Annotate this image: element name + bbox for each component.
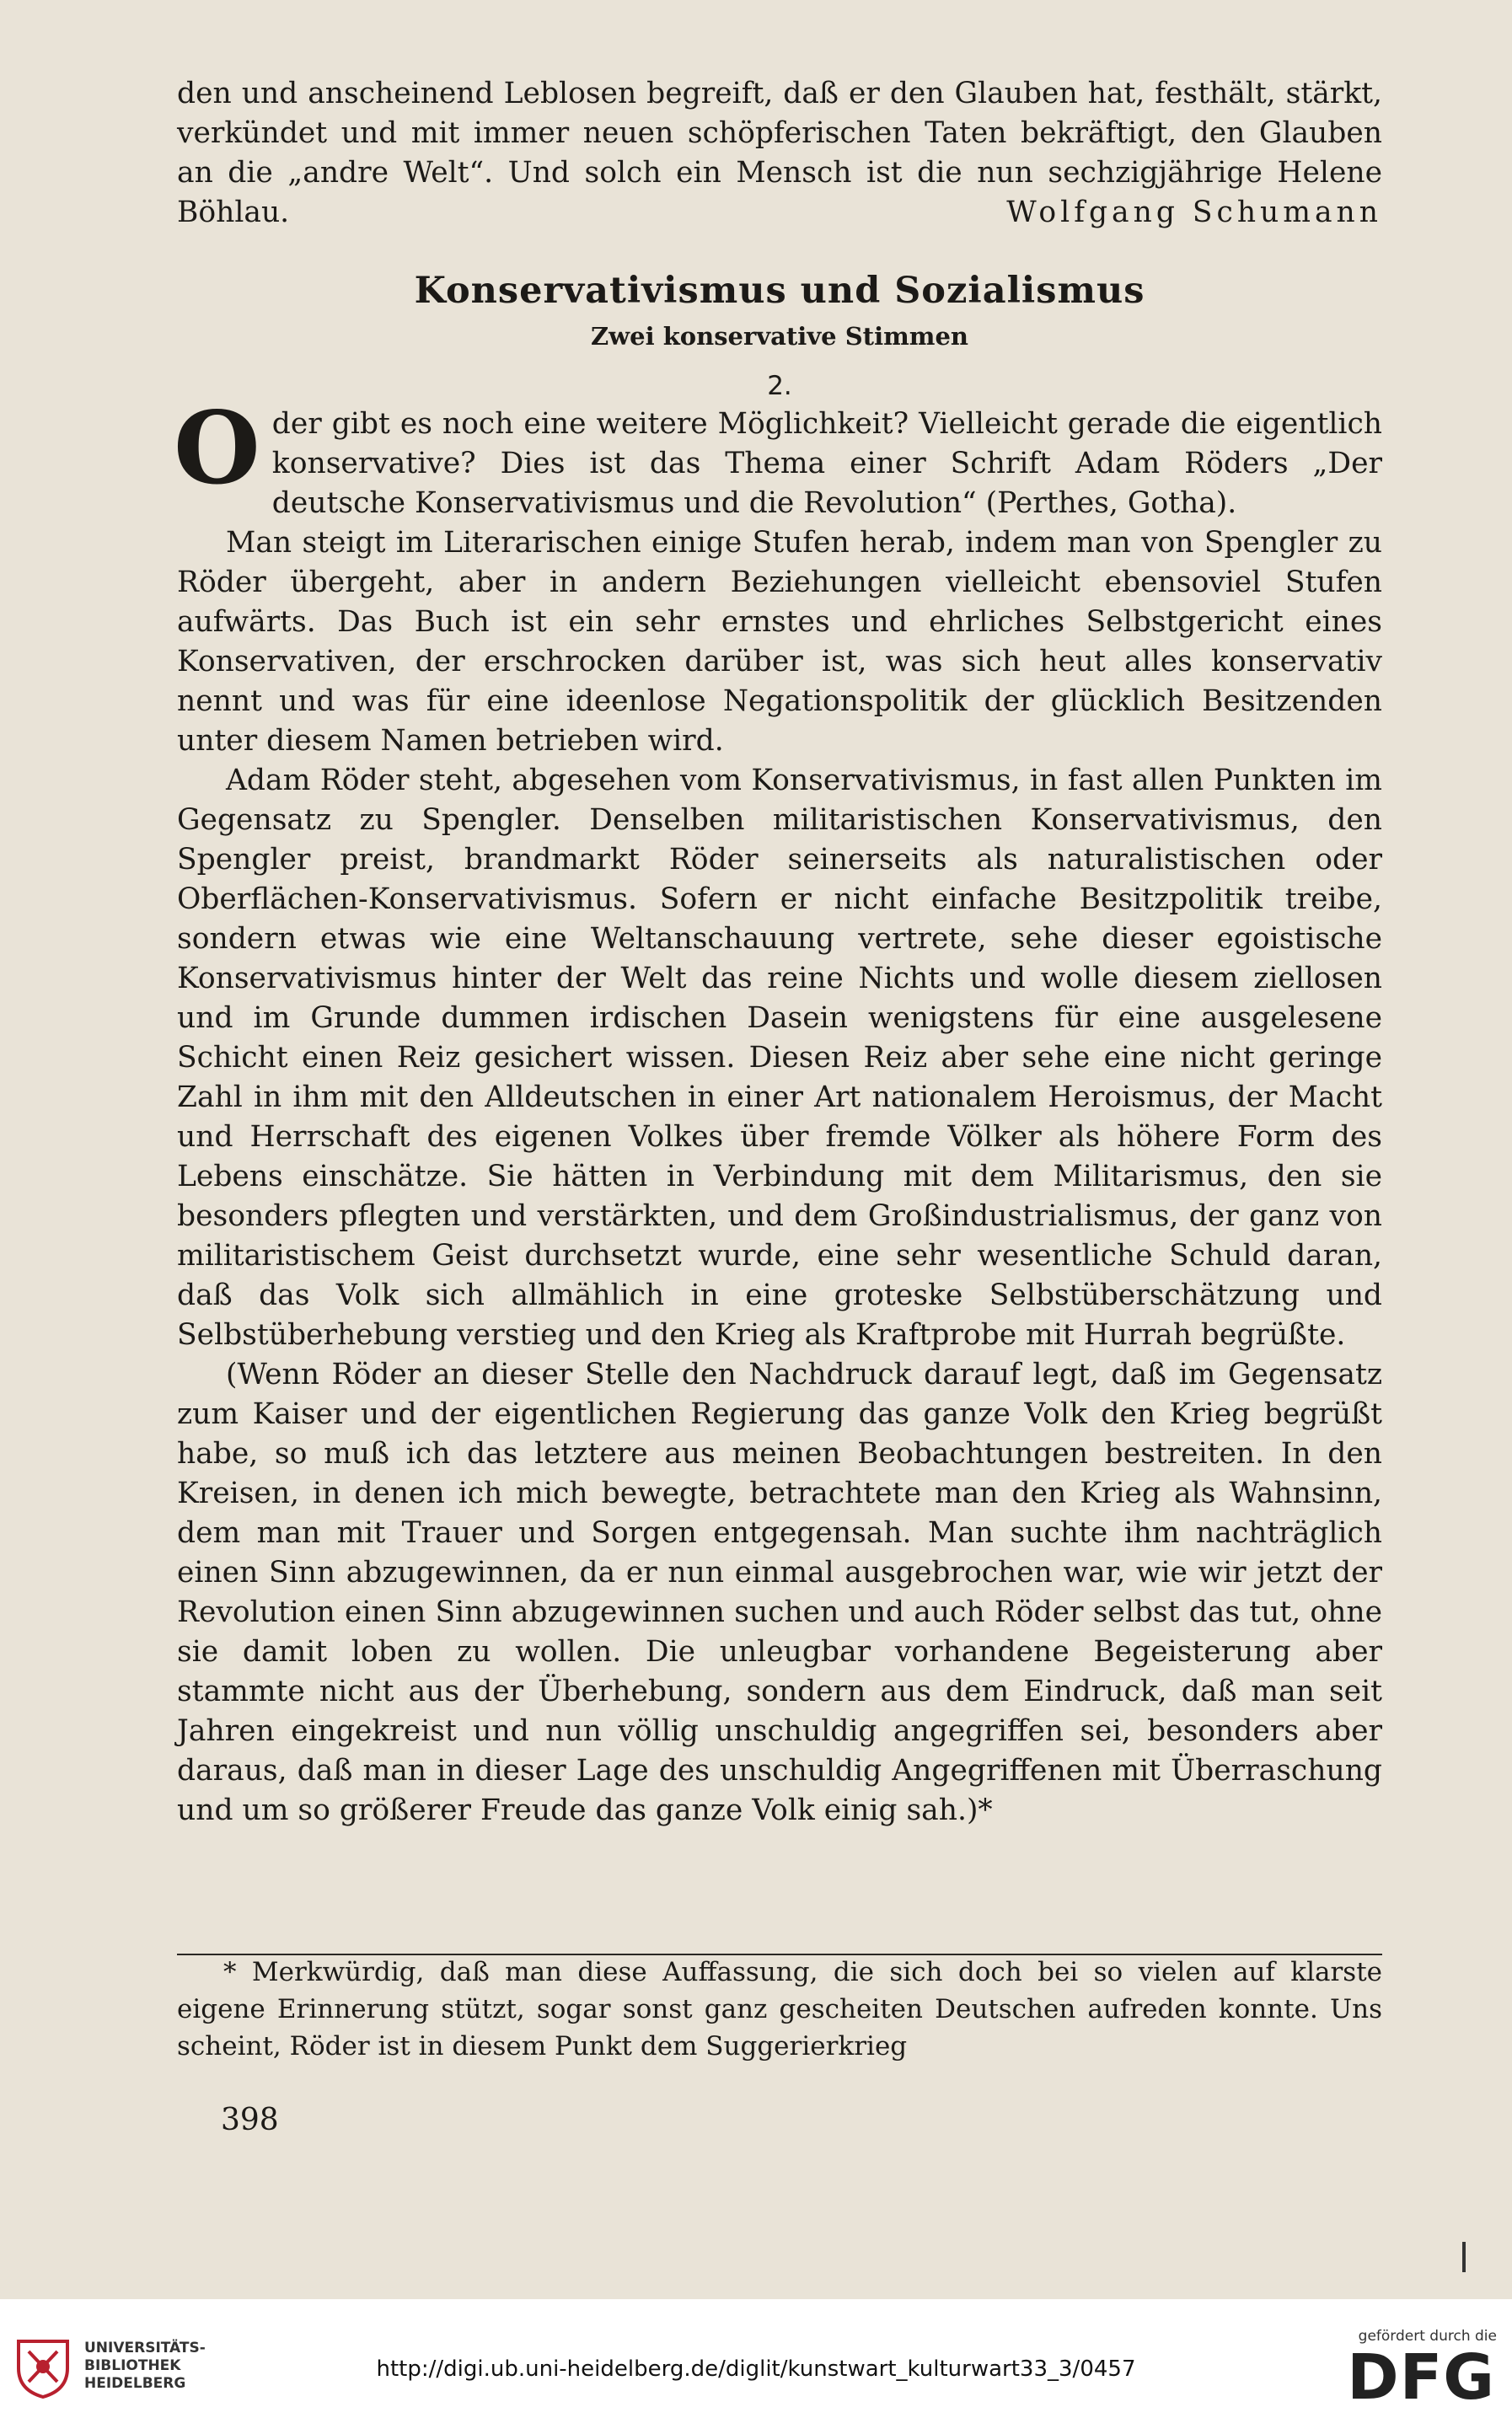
permalink-url[interactable]: http://digi.ub.uni-heidelberg.de/diglit/kunstwart_kulturwart33_3/0457 (376, 2356, 1136, 2382)
sponsor-label: gefördert durch die (1358, 2328, 1497, 2345)
footnote-text: * Merkwürdig, daß man diese Auffassung, die sich doch bei so vielen auf klarste eigene Erinnerung stützt, sogar sonst ganz gescheiten Deutschen aufreden konnte. Uns scheint, Röder ist in diesem Punkt dem Suggerierkrieg (177, 1957, 1382, 2061)
article-title: Konservativismus und Sozialismus (414, 270, 1145, 312)
paragraph-3: Adam Röder steht, abgesehen vom Konservativismus, in fast allen Punkten im Gegensatz zu Spengler. Denselben militaristischen Konservativismus, den Spengler preist, brandmarkt Röder seinerseits als naturalistischen oder Oberflächen-Konservativismus. Sofern er nicht einfache Besitzpolitik treibe, sondern etwas wie eine Weltanschauung vertrete, sehe dieser egoistische Konservativismus hinter der Welt das reine Nichts und wolle diesem ziellosen und im Grunde dummen irdischen Dasein wenigstens für eine ausgelesene Schicht einen Reiz gesichert wissen. Diesen Reiz aber sehe eine nicht geringe Zahl in ihm mit den Alldeutschen in einer Art nationalem Heroismus, der Macht und Herrschaft des eigenen Volkes über fremde Völker als höhere Form des Lebens einschätze. Sie hätten in Verbindung mit dem Militarismus, den sie besonders pflegten und verstärkten, und dem Großindustrialismus, der ganz von militaristischem Geist durchsetzt wurde, eine sehr wesentliche Schuld daran, daß das Volk sich allmählich in eine groteske Selbstüberschätzung und Selbstüberhebung verstieg und den Krieg als Kraftprobe mit Hurrah begrüßte. (177, 764, 1382, 1352)
paragraph-2: Man steigt im Literarischen einige Stufen herab, indem man von Spengler zu Röder übergeht, aber in andern Beziehungen vielleicht ebensoviel Stufen aufwärts. Das Buch ist ein sehr ernstes und ehrliches Selbstgericht eines Konservativen, der erschrocken darüber ist, was sich heut alles konservativ nennt und was für eine ideenlose Negationspolitik der glücklich Besitzenden unter diesem Namen betrieben wird. (177, 526, 1382, 758)
previous-article-ending (177, 74, 1382, 233)
article-body (174, 389, 1382, 1831)
footnote (177, 1954, 1382, 2065)
paragraph-4: (Wenn Röder an dieser Stelle den Nachdruck darauf legt, daß im Gegensatz zum Kaiser und der eigentlichen Regierung das ganze Volk den Krieg begrüßt habe, so muß ich das letztere aus meinen Beobachtungen bestreiten. In den Kreisen, in denen ich mich bewegte, betrachtete man den Krieg als Wahnsinn, dem man mit Trauer und Sorgen entgegensah. Man suchte ihm nachträglich einen Sinn abzugewinnen, da er nun einmal ausgebrochen war, wie wir jetzt der Revolution einen Sinn abzugewinnen suchen und auch Röder selbst das tut, ohne sie damit loben zu wollen. Die unleugbar vorhandene Begeisterung aber stammte nicht aus der Überhebung, sondern aus dem Eindruck, daß man seit Jahren eingekreist und nun völlig unschuldig angegriffen sei, besonders aber daraus, daß man in dieser Lage des unschuldig Angegriffenen mit Überraschung und um so größerer Freude das ganze Volk einig sah.)* (177, 1358, 1382, 1827)
section-number: 2. (767, 371, 792, 401)
top-paragraph-text: den und anscheinend Leblosen begreift, daß er den Glauben hat, festhält, stärkt, verkündet und mit immer neuen schöpferischen Taten bekräftigt, den Glauben an die „andre Welt“. Und solch ein Mensch ist die nun sechzigjährige Helene Böhlau. (177, 77, 1382, 229)
institution-name: UNIVERSITÄTS- BIBLIOTHEK HEIDELBERG (84, 2340, 206, 2392)
viewer-footer (0, 2299, 1512, 2418)
dfg-logo: DFG (1347, 2341, 1495, 2414)
page-edge-mark (1462, 2242, 1466, 2272)
article-subtitle: Zwei konservative Stimmen (591, 322, 968, 351)
paragraph-1: Oder gibt es noch eine weitere Möglichkeit? Vielleicht gerade die eigentlich konservative? Dies ist das Thema einer Schrift Adam Röders „Der deutsche Konservativismus und die Revolution“ (Perthes, Gotha). (174, 389, 1382, 520)
article-author: Wolfgang Schumann (1006, 196, 1382, 229)
drop-cap: O (174, 389, 260, 507)
page-number: 398 (221, 2103, 279, 2137)
